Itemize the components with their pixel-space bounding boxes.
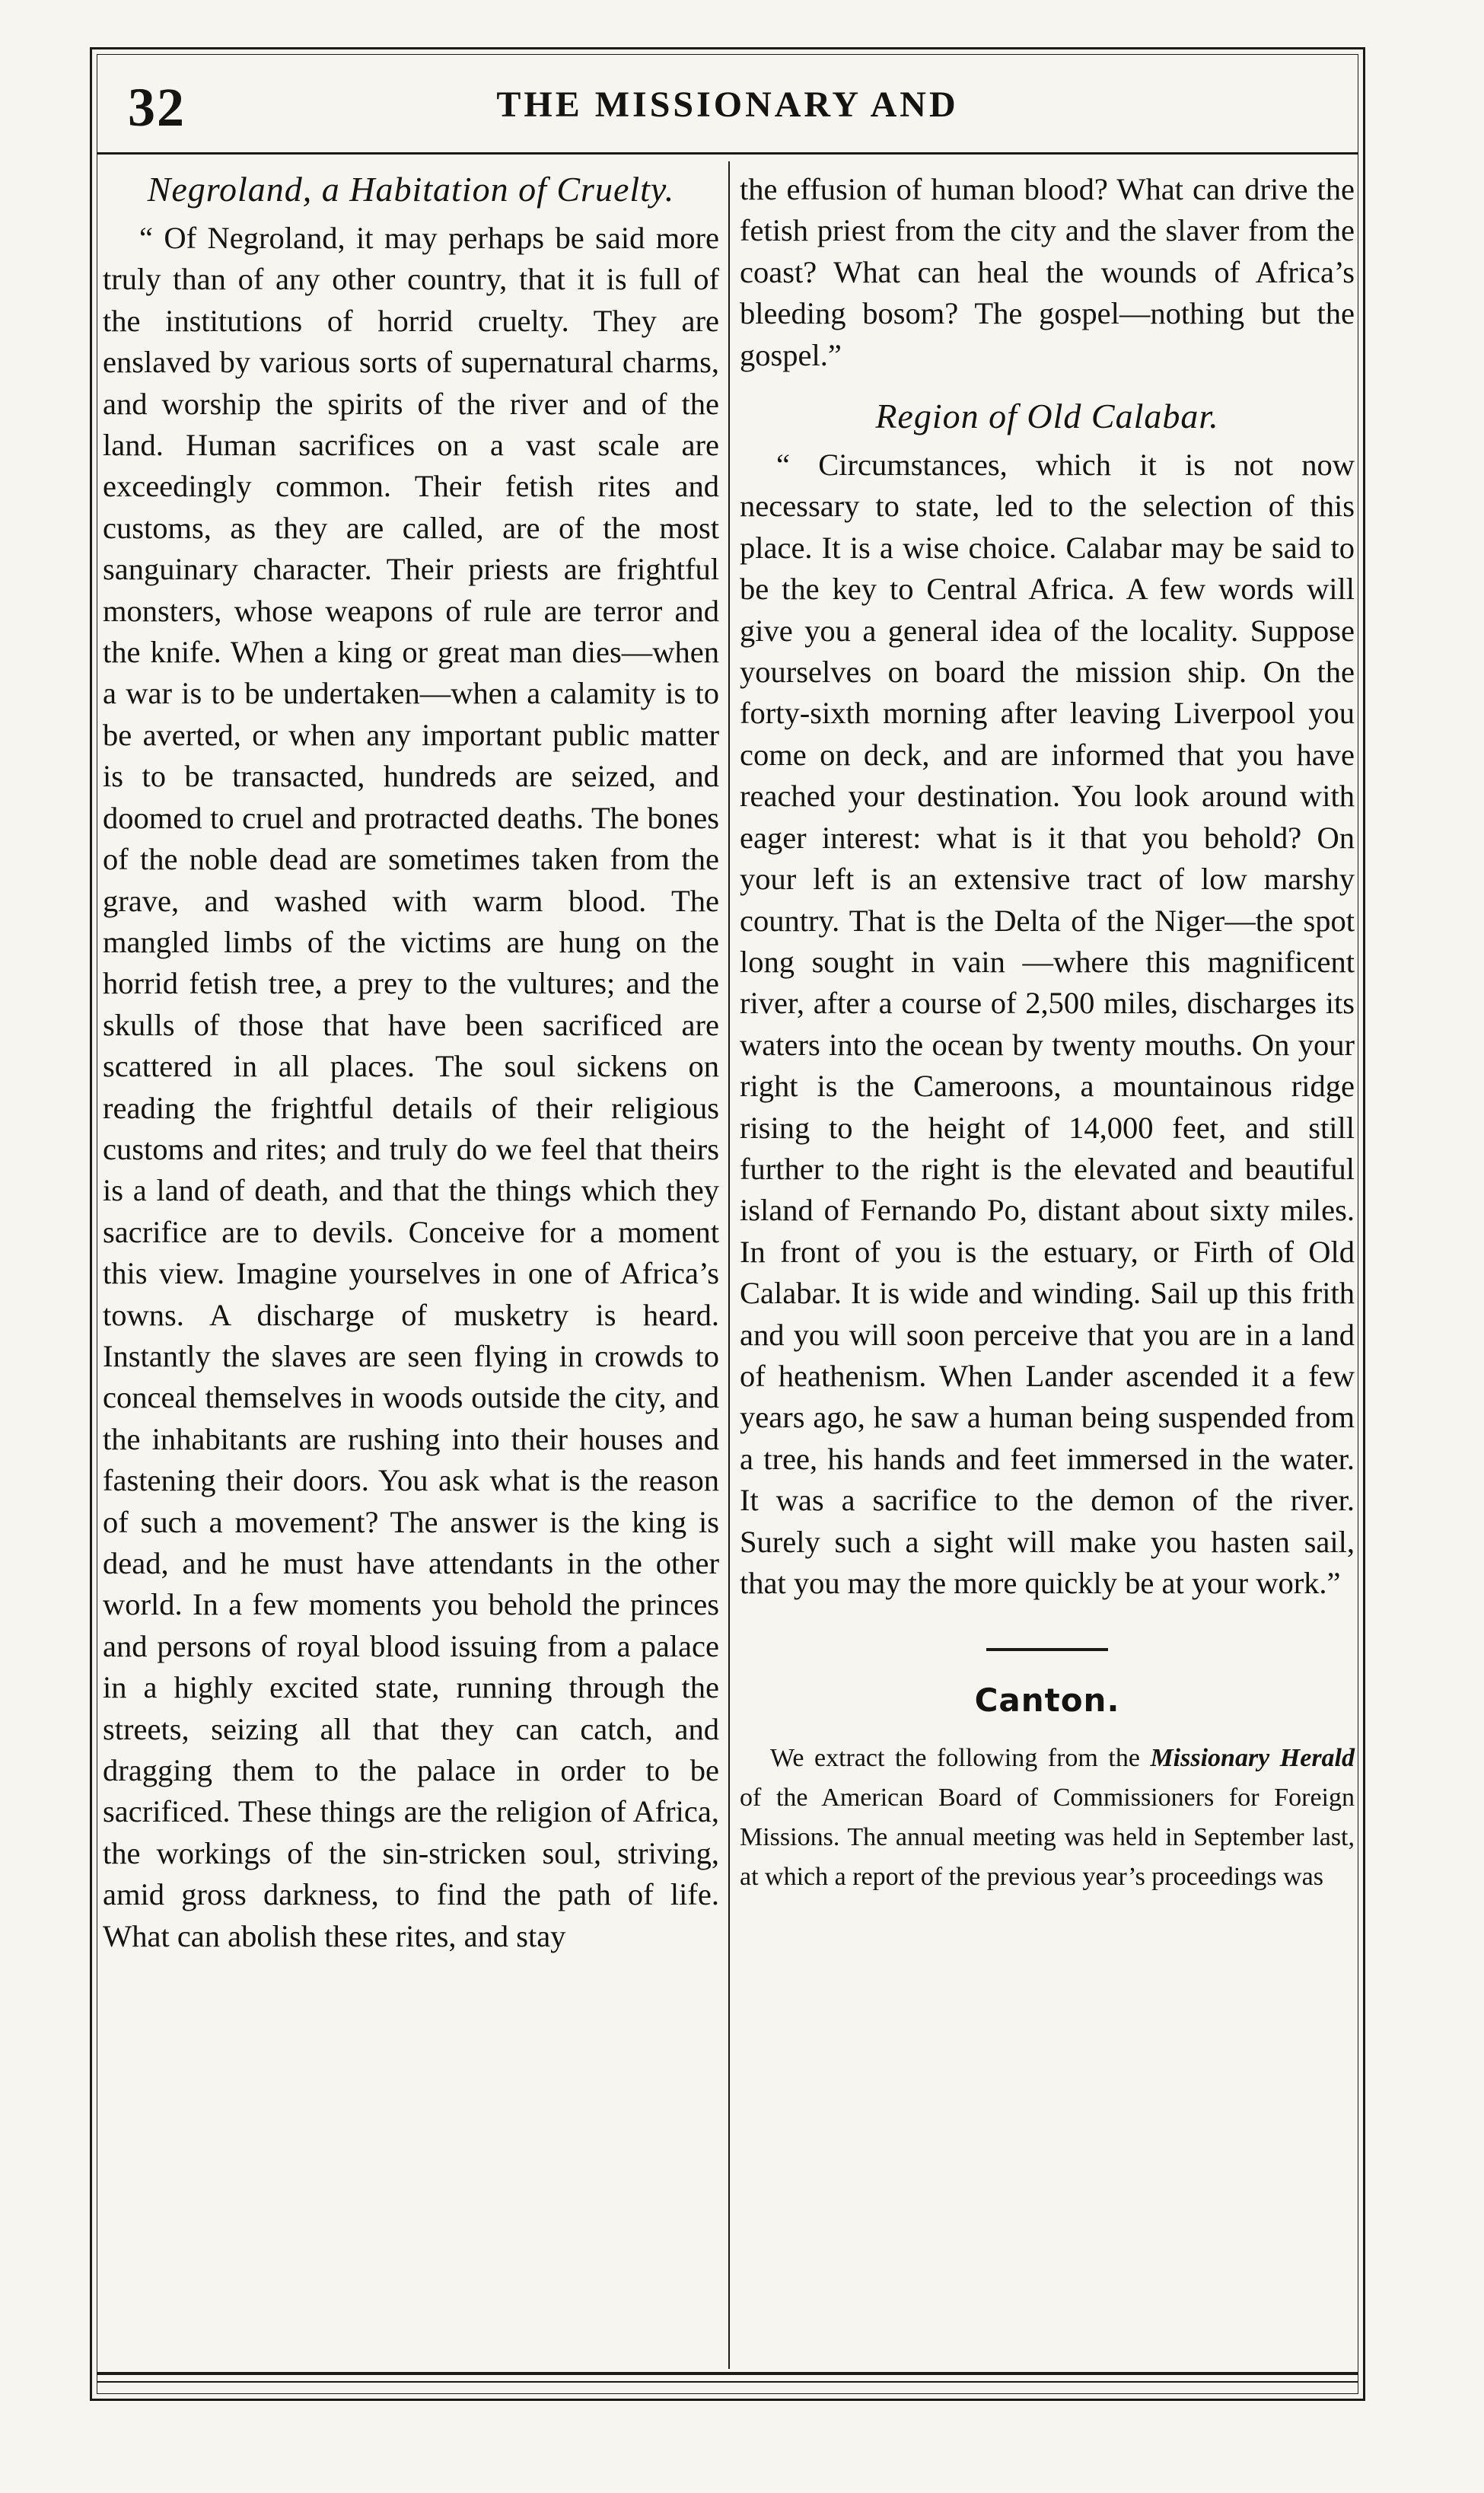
section-separator — [986, 1648, 1108, 1651]
bottom-rule — [97, 2372, 1358, 2375]
canton-lead: We extract the following from the — [770, 1744, 1140, 1773]
page-header — [90, 47, 1365, 161]
column-divider — [728, 161, 730, 2369]
right-column — [740, 169, 1355, 1897]
negroland-continuation: the effusion of human blood? What can drive the fetish priest from the city and the slaver from the coast? What can heal the wounds of Africa’s bleeding bosom? The gospel—nothing but the gospel.” — [740, 172, 1355, 372]
page-number: 32 — [128, 77, 186, 138]
canton-source: Missionary Herald — [1150, 1744, 1355, 1773]
bottom-rule-thin — [97, 2381, 1358, 2383]
negroland-paragraph: “ Of Negroland, it may perhaps be said more truly than of any other country, that it is full of the institutions of horrid cruelty. They are enslaved by various sorts of supernatural charms, and worship the spirits of the river and of the land. Human sacrifices on a vast scale are exceedingly common. Their fetish rites and customs, as they are called, are of the most sanguinary character. Their priests are frightful monsters, whose weapons of rule are terror and the knife. When a king or great man dies—when a war is to be undertaken—when a calamity is to be averted, or when any important public matter is to be transacted, hundreds are seized, and doomed to cruel and protracted deaths. The bones of the noble dead are sometimes taken from the grave, and washed with warm blood. The mangled limbs of the victims are hung on the horrid fetish tree, a prey to the vultures; and the skulls of those that have been sacrificed are scattered in all places. The soul sickens on reading the frightful details of their religious customs and rites; and truly do we feel that theirs is a land of death, and that the things which they sacrifice are to devils. Conceive for a moment this view. Imagine yourselves in one of Africa’s towns. A discharge of musketry is heard. Instantly the slaves are seen flying in crowds to conceal themselves in woods outside the city, and the inhabitants are rushing into their houses and fastening their doors. You ask what is the reason of such a movement? The answer is the king is dead, and he must have attendants in the other world. In a few moments you behold the princes and persons of royal blood issuing from a palace in a highly excited state, running through the streets, seizing all that they can catch, and dragging them to the palace in order to be sacrificed. These things are the religion of Africa, the workings of the sin-stricken soul, striving, amid gross darkness, to find the path of life. What can abolish these rites, and stay — [103, 221, 719, 1953]
left-column — [103, 169, 719, 1957]
calabar-paragraph: “ Circumstances, which it is not now necessary to state, led to the selection of this place. It is a wise choice. Calabar may be said to be the key to Central Africa. A few words will give you a general idea of the locality. Suppose yourselves on board the mission ship. On the forty-sixth morning after leaving Liverpool you come on deck, and are informed that you have reached your destination. You look around with eager interest: what is it that you behold? On your left is an extensive tract of low marshy country. That is the Delta of the Niger—the spot long sought in vain —where this magnificent river, after a course of 2,500 miles, discharges its waters into the ocean by twenty mouths. On your right is the Cameroons, a mountainous ridge rising to the height of 14,000 feet, and still further to the right is the elevated and beautiful island of Fernando Po, distant about sixty miles. In front of you is the estuary, or Firth of Old Calabar. It is wide and winding. Sail up this frith and you will soon perceive that you are in a land of heathenism. When Lander ascended it a few years ago, he saw a human being suspended from a tree, his hands and feet immersed in the water. It was a sacrifice to the demon of the river. Surely such a sight will make you hasten sail, that you may the more quickly be at your work.” — [740, 448, 1355, 1600]
canton-rest: of the American Board of Commissioners for Foreign Missions. The annual meeting was held in September last, at which a report of the previous year’s proceedings was — [740, 1784, 1355, 1892]
section-title-negroland: Negroland, a Habitation of Cruelty. — [147, 170, 675, 209]
canton-paragraph — [740, 1739, 1355, 1897]
header-rule — [97, 152, 1358, 155]
running-head: THE MISSIONARY AND — [496, 84, 959, 125]
section-heading-canton: Canton. — [974, 1682, 1120, 1720]
section-title-calabar: Region of Old Calabar. — [875, 397, 1219, 436]
